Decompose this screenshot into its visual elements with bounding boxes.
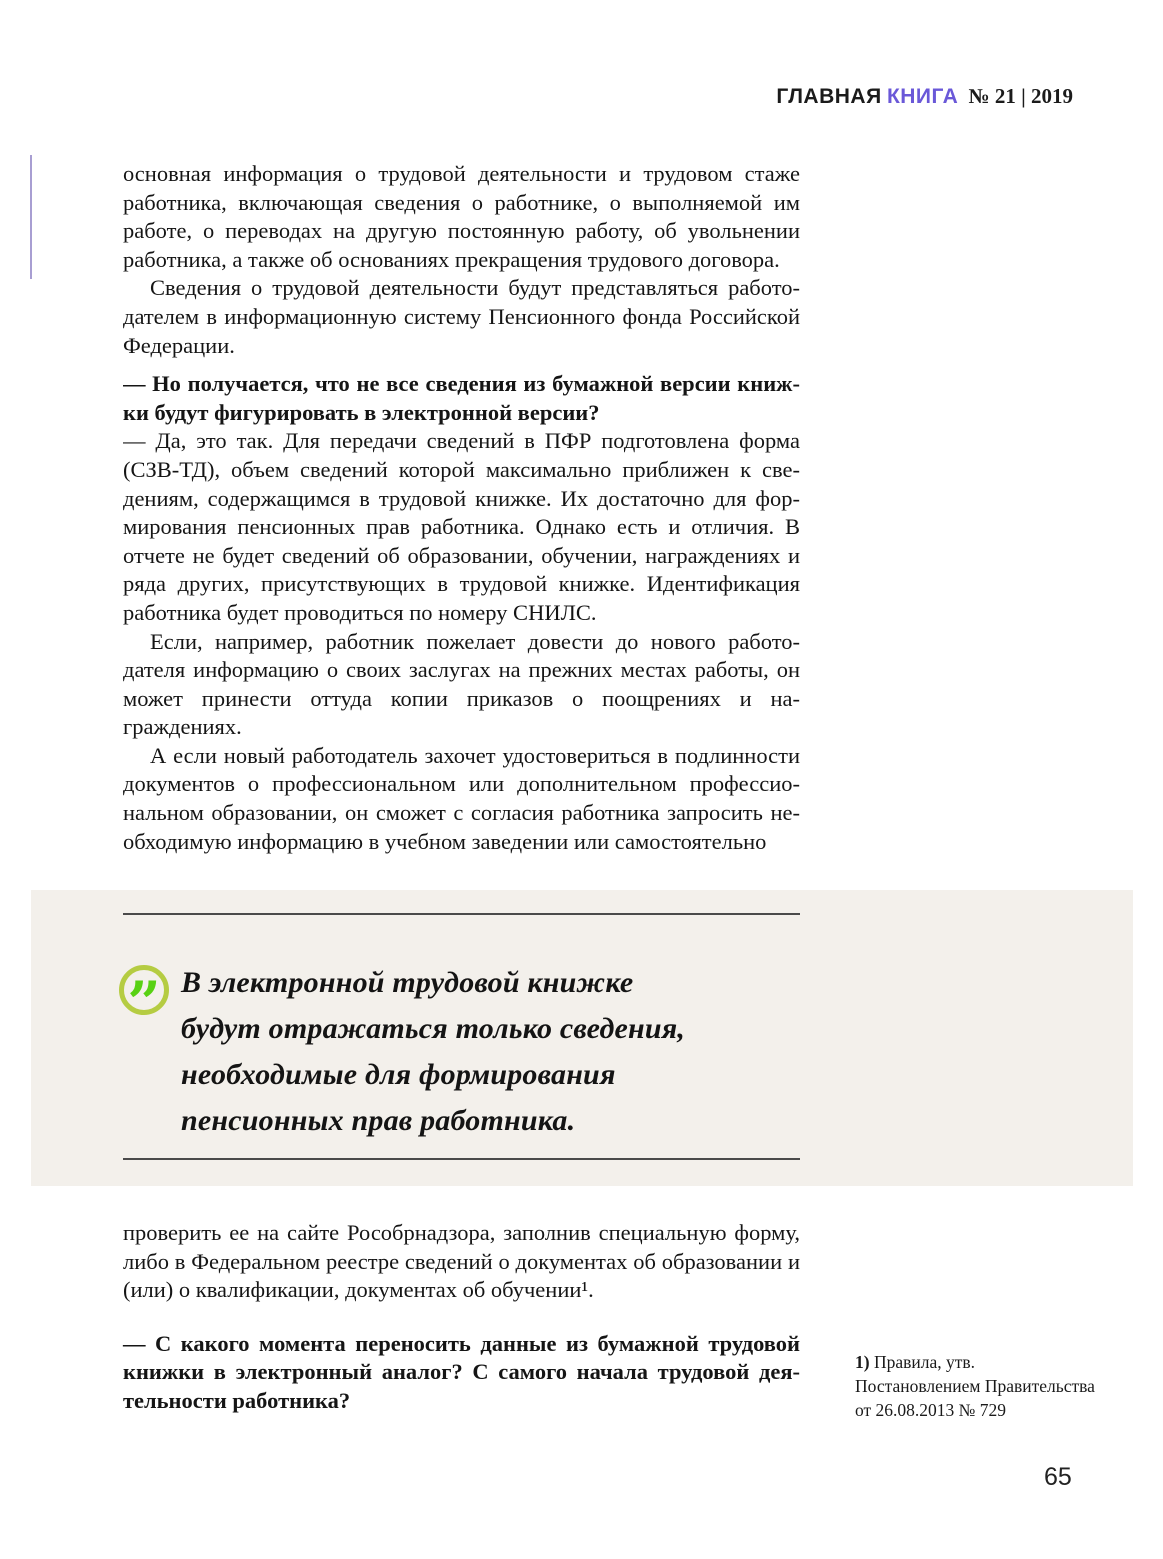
- paragraph: — Да, это так. Для передачи сведений в ПФР подготовлена форма (СЗВ-ТД), объем сведений которой максимально приближен к сведениям, содержащимся в трудовой книжке. Их достаточно для формирования пенсионных прав работника. Однако есть и отличия. В отчете не будет сведений об образовании, обучении, награждениях и ряда других, присутствующих в трудовой книжке. Идентификация работника будет проводиться по номеру СНИЛС.: [123, 428, 800, 625]
- pull-quote-line: пенсионных прав работника.: [181, 1104, 576, 1137]
- interview-question: — Но получается, что не все сведения из бумажной версии книжки будут фигурировать в электронной версии?: [123, 371, 800, 425]
- brand-kniga: КНИГА: [886, 85, 959, 108]
- article-body-lower: [123, 1219, 800, 1416]
- pull-quote-line: будут отражаться только сведения,: [181, 1012, 686, 1045]
- quote-marks-icon: ”: [127, 969, 161, 1015]
- page-number: 65: [1044, 1463, 1072, 1491]
- footnote-marker: 1): [855, 1352, 870, 1372]
- issue-number: № 21 | 2019: [968, 84, 1073, 108]
- page-header: [776, 84, 1073, 109]
- pull-quote-line: необходимые для формирования: [181, 1058, 616, 1091]
- quote-rule-bottom: [123, 1158, 800, 1160]
- paragraph: А если новый работодатель захочет удостовериться в подлинности документов о профессиональном или дополнительном профессиональном образовании, он сможет с согласия работника запросить необходимую информацию в учебном заведении или самостоятельно: [123, 742, 800, 854]
- pull-quote-block: [31, 890, 1133, 1186]
- pull-quote-line: В электронной трудовой книжке: [181, 966, 634, 999]
- quote-row: [119, 960, 819, 1144]
- brand-glavnaya: ГЛАВНАЯ: [776, 85, 882, 108]
- quote-rule-top: [123, 913, 800, 915]
- paragraph: основная информация о трудовой деятельности и трудовом стаже работника, включающая сведения о работнике, о выполняемой им работе, о переводах на другую постоянную работу, об увольнении работника, а также об основаниях прекращения трудового договора.: [123, 161, 800, 272]
- pull-quote-text: [181, 960, 685, 1144]
- article-body-upper: [123, 160, 800, 890]
- footnote-text: Правила, утв. Постановлением Правительства от 26.08.2013 № 729: [855, 1352, 1095, 1420]
- quote-icon: [119, 965, 169, 1015]
- paragraph: Сведения о трудовой деятельности будут представляться работодателем в информационную систему Пенсионного фонда Российской Федерации.: [123, 275, 800, 358]
- paragraph: проверить ее на сайте Рособрнадзора, заполнив специальную форму, либо в Федеральном реестре сведений о документах об образовании и (или) о квалификации, документах об обучении¹.: [123, 1220, 800, 1303]
- footnote: [855, 1350, 1100, 1422]
- interview-question: — С какого момента переносить данные из бумажной трудовой книжки в электронный аналог? С самого начала трудовой деятельности работника?: [123, 1330, 800, 1413]
- paragraph: Если, например, работник пожелает довести до нового работодателя информацию о своих заслугах на прежних местах работы, он может принести оттуда копии приказов о поощрениях и награждениях.: [123, 628, 800, 740]
- margin-rule: [30, 155, 32, 279]
